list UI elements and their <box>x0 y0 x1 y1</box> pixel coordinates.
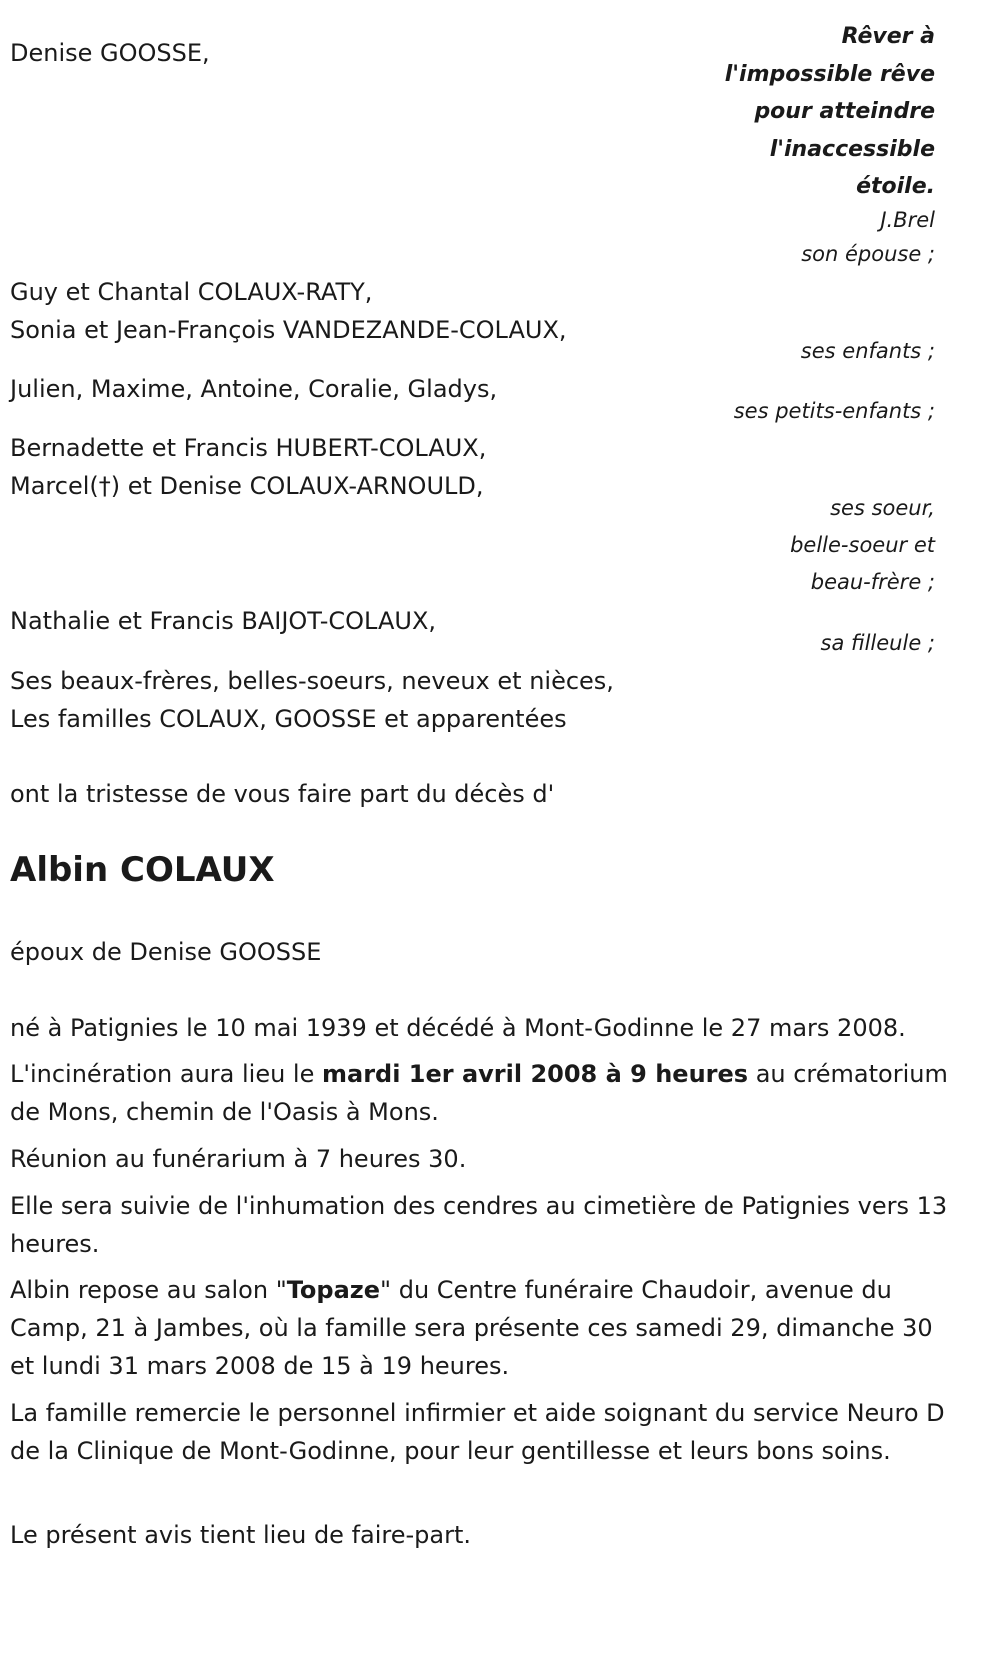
other-family <box>10 662 614 738</box>
child-entry: Sonia et Jean-François VANDEZANDE-COLAUX, <box>10 316 567 344</box>
goddaughter-role: sa filleule ; <box>820 631 935 655</box>
deceased-relation: époux de Denise GOOSSE <box>10 938 322 966</box>
child-entry: Guy et Chantal COLAUX-RATY, <box>10 278 373 306</box>
meeting-text: Réunion au funérarium à 7 heures 30. <box>10 1145 467 1173</box>
brel-quote <box>725 18 935 206</box>
spouse-role: son épouse ; <box>801 242 935 266</box>
cremation-place: au crématorium de Mons, chemin de l'Oasis à Mons. <box>10 1060 948 1126</box>
siblings-list <box>10 429 486 505</box>
notice-text: Le présent avis tient lieu de faire-part. <box>10 1521 472 1549</box>
cremation-text <box>10 1055 950 1131</box>
role-line: belle-soeur et <box>790 533 935 557</box>
quote-line: Rêver à <box>841 24 935 49</box>
sibling-entry: Marcel(†) et Denise COLAUX-ARNOULD, <box>10 472 484 500</box>
spouse-name: Denise GOOSSE, <box>10 39 210 67</box>
role-line: beau-frère ; <box>810 570 935 594</box>
quote-line: l'inaccessible <box>769 136 935 162</box>
deceased-name: Albin COLAUX <box>10 850 275 890</box>
announcement-text: ont la tristesse de vous faire part du décès d' <box>10 780 555 808</box>
quote-line: étoile. <box>856 174 935 199</box>
burial-text: Elle sera suivie de l'inhumation des cendres au cimetière de Patignies vers 13 heures. <box>10 1192 948 1258</box>
cremation-intro: L'incinération aura lieu le <box>10 1060 322 1088</box>
quote-author: J.Brel <box>880 208 935 232</box>
thanks-text: La famille remercie le personnel infirmier et aide soignant du service Neuro D de la Clinique de Mont-Godinne, pour leur gentillesse et leurs bons soins. <box>10 1399 945 1465</box>
children-role: ses enfants ; <box>800 339 935 363</box>
rest-details: " du Centre funéraire Chaudoir, avenue du Camp, 21 à Jambes, où la famille sera présente ces samedi 29, dimanche 30 et lundi 31 mars 2008 de 15 à 19 heures. <box>10 1276 933 1380</box>
other-family-line: Les familles COLAUX, GOOSSE et apparentées <box>10 705 567 733</box>
salon-name: Topaze <box>286 1276 381 1304</box>
rest-text <box>10 1271 950 1385</box>
other-family-line: Ses beaux-frères, belles-soeurs, neveux et nièces, <box>10 667 614 695</box>
quote-line: pour atteindre <box>754 99 935 124</box>
grandchildren-list: Julien, Maxime, Antoine, Coralie, Gladys, <box>10 375 498 403</box>
grandchildren-role: ses petits-enfants ; <box>733 399 935 423</box>
cremation-date: mardi 1er avril 2008 à 9 heures <box>322 1060 749 1088</box>
rest-intro: Albin repose au salon " <box>10 1276 287 1304</box>
role-line: ses soeur, <box>830 496 935 520</box>
sibling-entry: Bernadette et Francis HUBERT-COLAUX, <box>10 434 487 462</box>
birth-death-text: né à Patignies le 10 mai 1939 et décédé à Mont-Godinne le 27 mars 2008. <box>10 1014 906 1042</box>
children-list <box>10 273 567 349</box>
siblings-role <box>790 490 935 601</box>
quote-line: l'impossible rêve <box>724 61 935 87</box>
goddaughter-name: Nathalie et Francis BAIJOT-COLAUX, <box>10 607 437 635</box>
